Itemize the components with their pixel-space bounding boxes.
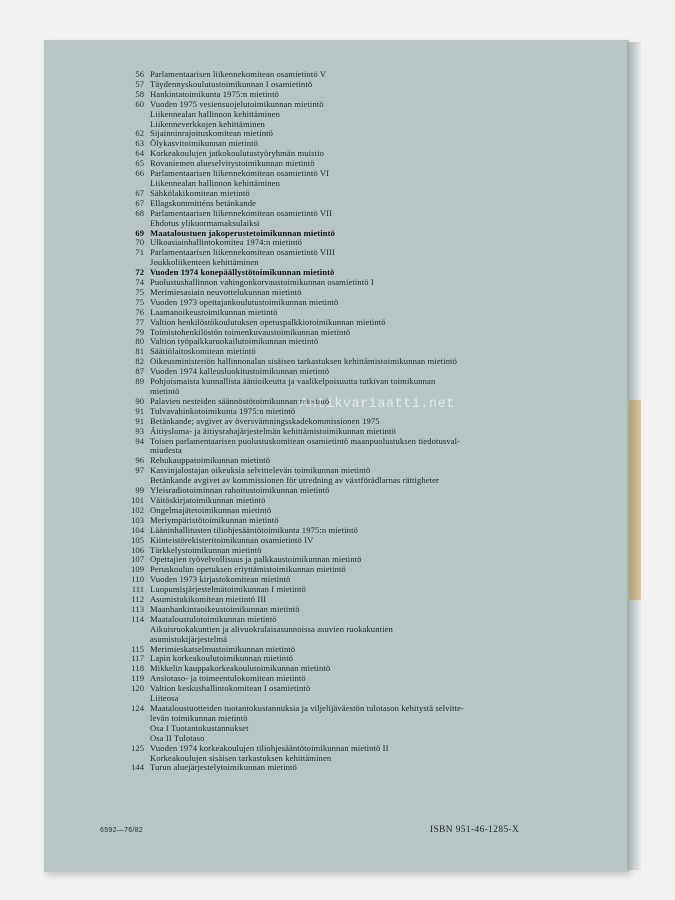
- entry-title: Korkeakoulujen jatkokoulutustyöryhmän muistio: [150, 148, 324, 159]
- entry-title: Toisen parlamentaarisen puolustuskomitean osamietintö maanpuolustuksen tiedotusval-: [150, 435, 461, 446]
- entry-title: Hankintatoimikunta 1975:n mietintö: [150, 88, 279, 99]
- entry-number: 99: [135, 485, 144, 496]
- entry-number: 109: [131, 564, 144, 575]
- entry-number: 112: [131, 594, 144, 605]
- watermark-text: Antikvariaatti.net: [300, 397, 455, 412]
- entry-number: 103: [131, 514, 144, 525]
- entry-number: 80: [135, 336, 144, 347]
- entry-number: 70: [135, 237, 144, 248]
- list-item: [100, 744, 620, 764]
- entry-number: 90: [135, 395, 144, 406]
- entry-title: Maataloustulotoimikunnan mietintö: [150, 613, 277, 624]
- entry-title: Lääninhallitusten tiliohjesääntötoimikunta 1975:n mietintö: [150, 524, 358, 535]
- entry-title: Parlamentaarisen liikennekomitean osamietintö VI: [150, 168, 330, 179]
- entry-title: Ölykasvitoimikunnan mietintö: [150, 138, 259, 149]
- entry-number: 75: [135, 286, 144, 297]
- entry-title: Opettajien työvelvollisuus ja palkkaustoimikunnan mietintö: [150, 554, 362, 565]
- list-item: [100, 248, 620, 268]
- list-item: [100, 615, 620, 645]
- isbn-label: ISBN 951-46-1285-X: [430, 825, 520, 835]
- entry-title: Vuoden 1975 vesiensuojelutoimikunnan mietintö: [150, 98, 324, 109]
- entry-number: 65: [135, 158, 144, 169]
- entry-title: Turun aluejärjestelytoimikunnan mietintö: [150, 762, 297, 773]
- entry-title: Parlamentaarisen liikennekomitean osamietintö VIII: [150, 247, 336, 258]
- entry-title: Vuoden 1973 opettajankoulutustoimikunnan mietintö: [150, 296, 339, 307]
- list-item: [100, 209, 620, 229]
- entry-number: 67: [135, 187, 144, 198]
- entry-number: 57: [135, 78, 144, 89]
- entry-number: 93: [135, 425, 144, 436]
- list-item: [100, 536, 620, 546]
- entry-title: mietintö: [150, 386, 180, 396]
- entry-title: Valtion henkilöstökoulutuksen opetuspalkkiotoimikunnan mietintö: [150, 316, 386, 327]
- entry-number: 56: [135, 69, 144, 79]
- entry-number: 69: [135, 227, 144, 238]
- entry-title: Yleisradiotoiminnan rahoitustoimikunnan mietintö: [150, 485, 330, 496]
- entry-title: Pohjoismaista kunnallista äänioikeutta ja vaalikelpoisuutta tutkivan toimikunnan: [150, 376, 436, 387]
- entry-title: Vuoden 1974 konepäällystötoimikunnan mietintö: [150, 267, 335, 278]
- entry-number: 81: [135, 346, 144, 357]
- entry-title: Mikkelin kauppakorkeakoulutoimikunnan mietintö: [150, 663, 331, 674]
- publication-list: [100, 70, 620, 773]
- entry-title: Betänkande avgivet av kommissionen för utredning av växtförädlarnas rättigheter: [150, 475, 440, 486]
- entry-title: Ehdotus ylikuormamaksulaiksi: [150, 217, 260, 228]
- entry-number: 82: [135, 356, 144, 367]
- entry-number: 75: [135, 296, 144, 307]
- print-code: 6592—76/82: [100, 827, 144, 834]
- entry-number: 105: [131, 534, 144, 545]
- entry-title: Lapin korkeakoulutoimikunnan mietintö: [150, 653, 294, 664]
- entry-number: 113: [131, 603, 144, 614]
- entry-title: Asumistukikomitean mietintö III: [150, 594, 267, 605]
- entry-number: 114: [131, 613, 144, 624]
- entry-number: 120: [131, 683, 144, 694]
- entry-number: 117: [131, 653, 144, 664]
- entry-number: 107: [131, 554, 144, 565]
- book-spine-tab: [629, 400, 641, 600]
- entry-title: Maataloustuen jakoperustetoimikunnan mietintö: [150, 227, 335, 238]
- entry-title: Merimiesasiain neuvottelukunnan mietintö: [150, 286, 302, 297]
- entry-title: Merimieskatselmustoimikunnan mietintö: [150, 643, 296, 654]
- list-item: [100, 684, 620, 704]
- list-item: [100, 377, 620, 397]
- entry-number: 71: [135, 247, 144, 258]
- entry-number: 64: [135, 148, 144, 159]
- list-item: [100, 169, 620, 189]
- entry-title: Parlamentaarisen liikennekomitean osamietintö V: [150, 69, 327, 79]
- entry-title: levän toimikunnan mietintö: [150, 712, 248, 723]
- entry-title: Valtion työpaikkaruokailutoimikunnan mietintö: [150, 336, 319, 347]
- entry-title: Ansiotaso- ja toimeentulokomitean mietintö: [150, 673, 306, 684]
- entry-number: 62: [135, 128, 144, 139]
- entry-number: 91: [135, 405, 144, 416]
- entry-title: Aikuisruokakuntien ja alivuokralaisasunnoissa asuvien ruokakuntien: [150, 623, 393, 634]
- entry-number: 63: [135, 138, 144, 149]
- entry-title: Parlamentaarisen liikennekomitean osamietintö VII: [150, 207, 333, 218]
- entry-number: 106: [131, 544, 144, 555]
- entry-number: 72: [135, 267, 144, 278]
- entry-title: Meriympäristötoimikunnan mietintö: [150, 514, 279, 525]
- entry-number: 89: [135, 376, 144, 387]
- entry-title: Oikeusministeriön hallinnonalan sisäisen tarkastuksen kehittämistoimikunnan mietintö: [150, 356, 457, 367]
- entry-title: Valtion keskushallintokomitean I osamietintö: [150, 683, 311, 694]
- entry-number: 96: [135, 455, 144, 466]
- entry-number: 77: [135, 316, 144, 327]
- entry-title: Vuoden 1974 korkeakoulujen tiliohjesääntötoimikunnan mietintö II: [150, 742, 389, 753]
- entry-title: Vuoden 1974 kalleusluokitustoimikunnan mietintö: [150, 366, 330, 377]
- entry-number: 124: [131, 703, 144, 713]
- entry-number: 58: [135, 88, 144, 99]
- entry-title: Ongelmajätetoimikunnan mietintö: [150, 504, 272, 515]
- entry-title: Tärkkelystoimikunnan mietintö: [150, 544, 262, 555]
- entry-number: 110: [131, 574, 144, 585]
- entry-number: 111: [131, 584, 144, 595]
- entry-title: Kasvinjalostajan oikeuksia selvittelevän toimikunnan mietintö: [150, 465, 371, 476]
- entry-title: Puolustushallinnon vahingonkorvaustoimikunnan osamietintö I: [150, 277, 374, 288]
- list-item: [100, 763, 620, 773]
- entry-title: Sähkölakikomitean mietintö: [150, 187, 250, 198]
- entry-title: Rovaniemen alueselvitystoimikunnan mietintö: [150, 158, 315, 169]
- entry-title: Liiteosa: [150, 693, 179, 704]
- entry-number: 97: [135, 465, 144, 476]
- entry-title: Korkeakoulujen sisäisen tarkastuksen kehittäminen: [150, 752, 332, 763]
- entry-title: Maanhankintaoikeustoimikunnan mietintö: [150, 603, 300, 614]
- entry-number: 74: [135, 277, 144, 288]
- list-item: [100, 437, 620, 457]
- entry-title: asumistukijärjestelmä: [150, 633, 228, 644]
- entry-title: Kiinteistörekisteritoimikunnan osamietintö IV: [150, 534, 314, 545]
- entry-title: Väitöskirjatoimikunnan mietintö: [150, 494, 266, 505]
- entry-title: Äitiysloma- ja äitiysrahajärjestelmän kehittämistoimikunnan mietintö: [150, 425, 396, 436]
- entry-number: 94: [135, 435, 144, 446]
- entry-title: Osa I Tuotantokustannukset: [150, 722, 249, 733]
- entry-title: Osa II Tulotaso: [150, 732, 205, 743]
- list-item: [100, 100, 620, 130]
- entry-number: 87: [135, 366, 144, 377]
- entry-title: Liikennealan hallinnon kehittäminen: [150, 177, 280, 188]
- entry-title: miudesta: [150, 445, 182, 456]
- entry-title: Joukkoliikenteen kehittäminen: [150, 257, 259, 268]
- entry-number: 79: [135, 326, 144, 337]
- entry-title: Rehukauppatoimikunnan mietintö: [150, 455, 271, 466]
- entry-title: Säätiölaitoskomitean mietintö: [150, 346, 256, 357]
- entry-number: 115: [131, 643, 144, 654]
- entry-number: 101: [131, 494, 144, 505]
- entry-title: Peruskoulun opetuksen eriyttämistoimikunnan mietintö: [150, 564, 346, 575]
- entry-number: 66: [135, 168, 144, 179]
- entry-number: 68: [135, 207, 144, 218]
- entry-number: 118: [131, 663, 144, 674]
- entry-title: Täydennyskoulutustoimikunnan I osamietintö: [150, 78, 313, 89]
- entry-number: 104: [131, 524, 144, 535]
- entry-title: Toimistohenkilöstön toimenkuvaustoimikunnan mietintö: [150, 326, 351, 337]
- entry-title: Ulkoasiainhallintokomitea 1974:n mietintö: [150, 237, 303, 248]
- entry-number: 125: [131, 742, 144, 753]
- list-item: [100, 704, 620, 744]
- entry-number: 144: [131, 762, 144, 773]
- entry-title: Vuoden 1973 kirjastokomitean mietintö: [150, 574, 291, 585]
- entry-number: 102: [131, 504, 144, 515]
- entry-number: 60: [135, 98, 144, 109]
- entry-number: 67: [135, 197, 144, 208]
- entry-title: Palavien nesteiden säännöstötoimikunnan mietintö: [150, 395, 330, 406]
- list-item: [100, 466, 620, 486]
- entry-title: Maataloustuotteiden tuotantokustannuksia ja viljelijäväestön tulotason kehitystä selvitte-: [150, 703, 465, 713]
- entry-title: Liikenneverkkojen kehittäminen: [150, 118, 265, 129]
- entry-title: Liikennealan hallinnon kehittäminen: [150, 108, 280, 119]
- entry-title: Luopumisjärjestelmätoimikunnan I mietintö: [150, 584, 306, 595]
- entry-title: Ellagskommitténs betänkande: [150, 197, 257, 208]
- entry-number: 76: [135, 306, 144, 317]
- entry-title: Sijainninrajoituskomitean mietintö: [150, 128, 273, 139]
- entry-title: Tulvavahinkotoimikunta 1975:n mietintö: [150, 405, 296, 416]
- entry-title: Laamanoikeustoimikunnan mietintö: [150, 306, 278, 317]
- entry-number: 119: [131, 673, 144, 684]
- entry-title: Betänkande; avgivet av översvämningsskadekommissionen 1975: [150, 415, 380, 426]
- entry-number: 91: [135, 415, 144, 426]
